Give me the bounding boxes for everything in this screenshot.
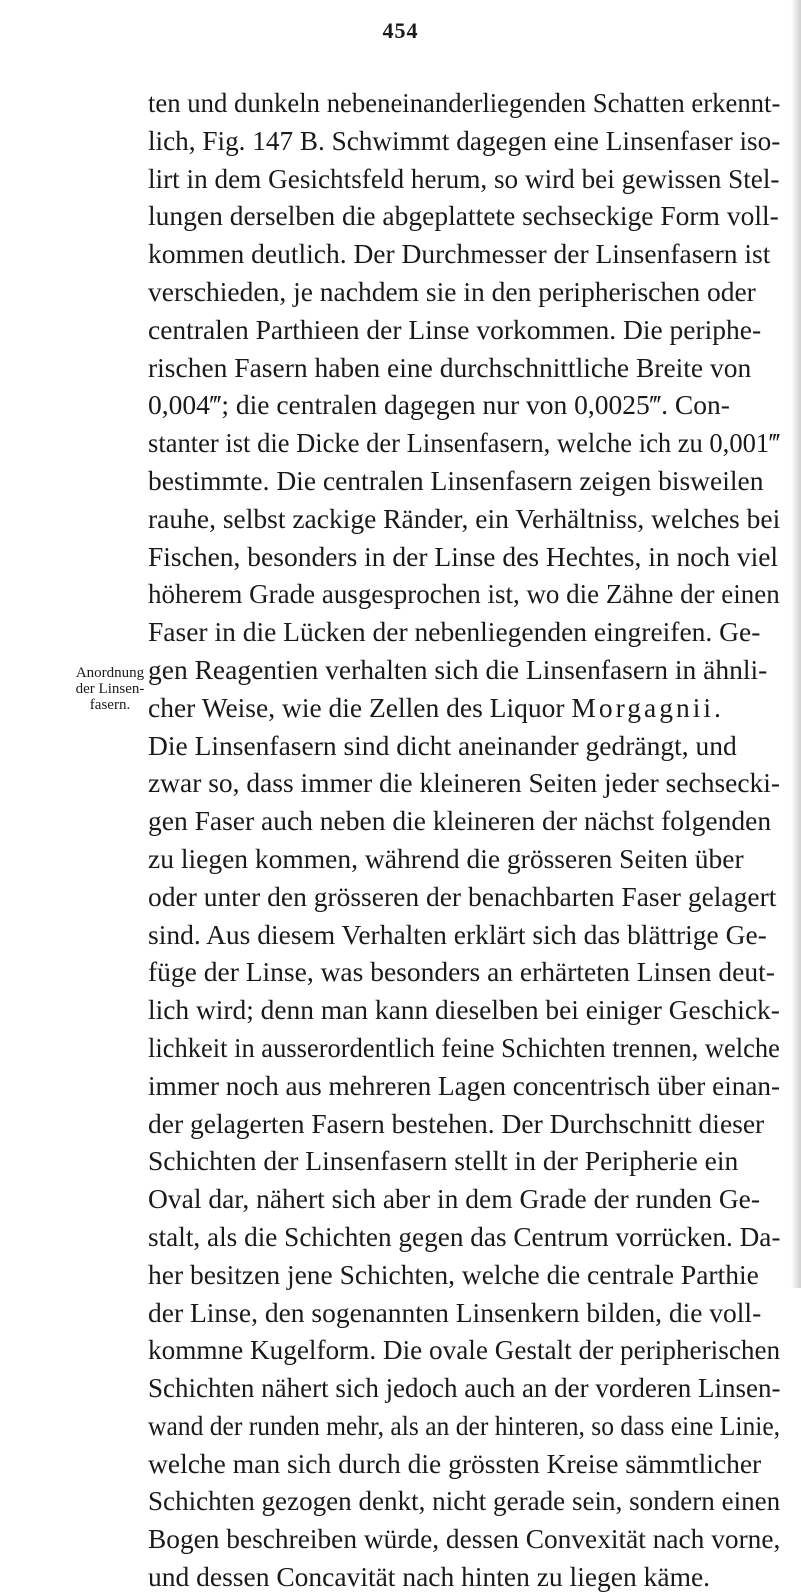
text-line: bestimmte. Die centralen Linsenfasern zeigen bisweilen (148, 464, 764, 496)
text-line: kommen deutlich. Der Durchmesser der Linsenfasern ist (148, 238, 771, 270)
text-line: zu liegen kommen, während die grösseren Seiten über (148, 842, 744, 874)
text-line: lungen derselben die abgeplattete sechseckige Form voll- (148, 200, 779, 232)
text-line: 0,004‴; die centralen dagegen nur von 0,0025‴. Con- (148, 389, 730, 421)
margin-note (74, 665, 146, 713)
text-line: Faser in die Lücken der nebenliegenden eingreifen. Ge- (148, 616, 761, 648)
text-line: Bogen beschreiben würde, dessen Convexität nach vorne, (148, 1523, 781, 1555)
text-line: gen Reagentien verhalten sich die Linsenfasern in ähnli- (148, 653, 768, 685)
text-line: rischen Fasern haben eine durchschnittliche Breite von (148, 351, 752, 383)
text-line: stalt, als die Schichten gegen das Centrum vorrücken. Da- (148, 1220, 781, 1252)
text-line: lich wird; denn man kann dieselben bei einiger Geschick- (148, 994, 780, 1026)
text-line: kommne Kugelform. Die ovale Gestalt der peripherischen (148, 1334, 781, 1366)
text-line: Die Linsenfasern sind dicht aneinander gedrängt, und (148, 729, 737, 761)
text-fragment: cher Weise, wie die Zellen des Liquor (148, 691, 565, 723)
text-line: ten und dunkeln nebeneinanderliegenden Schatten erkennt- (148, 87, 781, 118)
text-line: stanter ist die Dicke der Linsenfasern, welche ich zu 0,001‴ (148, 427, 781, 459)
text-line: Schichten nähert sich jedoch auch an der vorderen Linsen- (148, 1372, 781, 1404)
body-text (148, 84, 780, 1596)
text-line: lirt in dem Gesichtsfeld herum, so wird bei gewissen Stel- (148, 162, 780, 194)
page-number: 454 (382, 18, 419, 43)
text-line: füge der Linse, was besonders an erhärteten Linsen deut- (148, 956, 775, 988)
text-line: verschieden, je nachdem sie in den peripherischen oder (148, 275, 756, 307)
text-line: Fischen, besonders in der Linse des Hechtes, in noch viel (148, 540, 779, 572)
text-line-with-name (148, 689, 780, 727)
text-line: zwar so, dass immer die kleineren Seiten jeder sechsecki- (148, 767, 781, 799)
margin-note-line: Anordnung (75, 665, 145, 681)
text-line: Oval dar, nähert sich aber in dem Grade der runden Ge- (148, 1183, 761, 1215)
text-line: der gelagerten Fasern bestehen. Der Durchschnitt dieser (148, 1107, 765, 1139)
page-edge-shadow (791, 0, 801, 1288)
text-line: lich, Fig. 147 B. Schwimmt dagegen eine Linsenfaser iso- (148, 124, 781, 156)
text-line: oder unter den grösseren der benachbarten Faser gelagert (148, 880, 777, 912)
text-line: der Linse, den sogenannten Linsenkern bilden, die voll- (148, 1296, 762, 1328)
text-line: gen Faser auch neben die kleineren der nächst folgenden (148, 805, 772, 837)
text-line: und dessen Concavität nach hinten zu liegen käme. (148, 1561, 711, 1593)
text-line: immer noch aus mehreren Lagen concentrisch über einan- (148, 1069, 781, 1101)
text-line: sind. Aus diesem Verhalten erklärt sich das blättrige Ge- (148, 918, 767, 950)
text-line: rauhe, selbst zackige Ränder, ein Verhältniss, welches bei (148, 502, 781, 534)
margin-note-line: fasern. (89, 697, 131, 713)
margin-note-line: der Linsen- (75, 681, 145, 697)
text-line: Schichten der Linsenfasern stellt in der Peripherie ein (148, 1145, 739, 1177)
text-line: centralen Parthieen der Linse vorkommen. Die periphe- (148, 313, 762, 345)
spaced-name: Morgagnii. (571, 691, 724, 723)
text-line: welche man sich durch die grössten Kreise sämmtlicher (148, 1447, 762, 1479)
text-line: her besitzen jene Schichten, welche die centrale Parthie (148, 1258, 759, 1290)
text-line: lichkeit in ausserordentlich feine Schichten trennen, welche (148, 1031, 780, 1063)
text-line: Schichten gezogen denkt, nicht gerade sein, sondern einen (148, 1485, 781, 1517)
text-line: wand der runden mehr, als an der hinteren, so dass eine Linie, (148, 1409, 781, 1441)
text-line: höherem Grade ausgesprochen ist, wo die Zähne der einen (148, 578, 780, 610)
